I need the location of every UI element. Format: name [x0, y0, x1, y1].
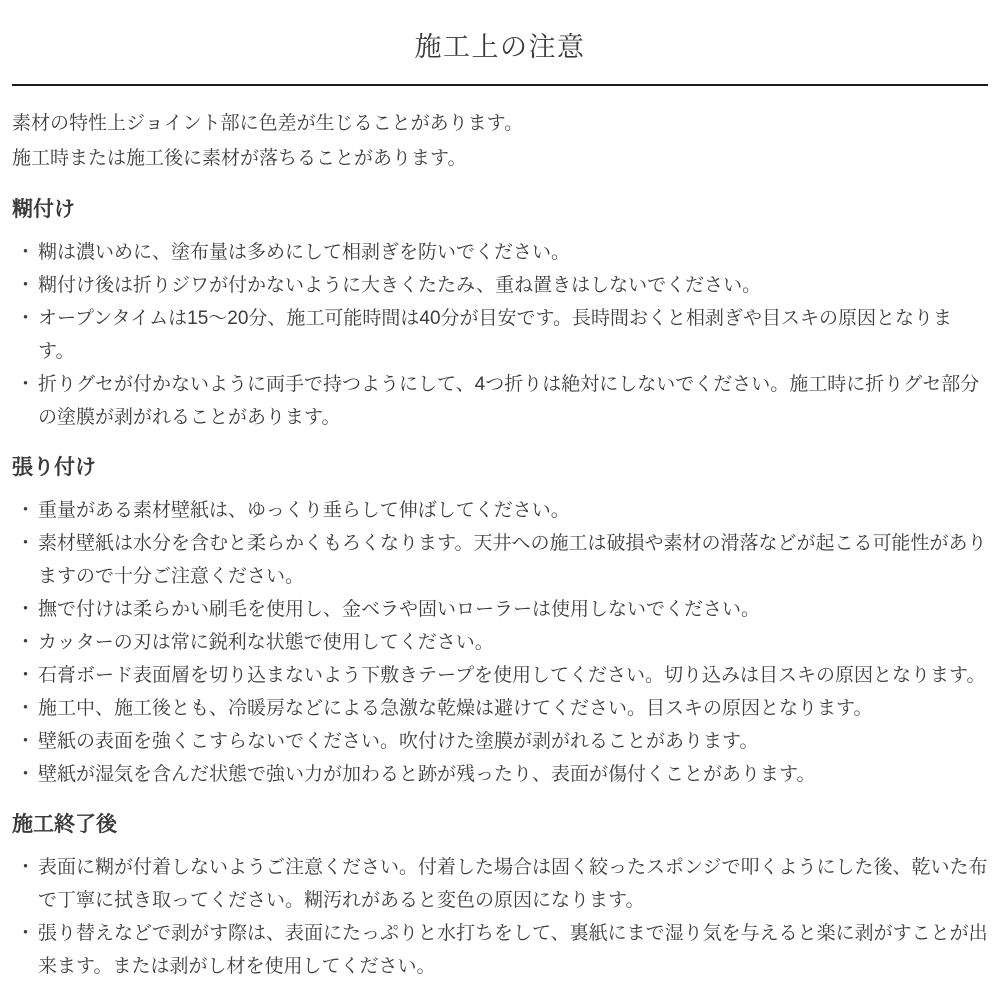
list-item-text: 糊は濃いめに、塗布量は多めにして相剥ぎを防いでください。 [38, 242, 571, 263]
list-item [12, 368, 988, 434]
list-item [12, 302, 988, 368]
page-title: 施工上の注意 [414, 32, 586, 62]
list-item-text: 壁紙が湿気を含んだ状態で強い力が加わると跡が残ったり、表面が傷付くことがあります。 [38, 764, 816, 785]
list-item [12, 692, 988, 725]
list-item-text: 素材壁紙は水分を含むと柔らかくもろくなります。天井への施工は破損や素材の滑落などが起こる可能性がありますので十分ご注意ください。 [38, 533, 987, 587]
list-item-text: 壁紙の表面を強くこすらないでください。吹付けた塗膜が剥がれることがあります。 [38, 731, 759, 752]
bullet-marker: ・ [16, 500, 36, 521]
list-item-text: 糊付け後は折りジワが付かないように大きくたたみ、重ね置きはしないでください。 [38, 275, 762, 296]
section-list-applying [12, 494, 988, 791]
list-item [12, 236, 988, 269]
section-heading-applying: 張り付け [12, 456, 96, 479]
list-item [12, 626, 988, 659]
list-item [12, 758, 988, 791]
bullet-marker: ・ [16, 698, 36, 719]
title-divider [12, 84, 988, 86]
section-heading-gluing: 糊付け [12, 198, 75, 221]
bullet-marker: ・ [16, 857, 36, 878]
list-item-text: カッターの刃は常に鋭利な状態で使用してください。 [38, 632, 494, 653]
bullet-marker: ・ [16, 923, 36, 944]
list-item [12, 593, 988, 626]
list-item [12, 494, 988, 527]
list-item [12, 527, 988, 593]
list-item [12, 851, 988, 917]
bullet-marker: ・ [16, 731, 36, 752]
bullet-marker: ・ [16, 632, 36, 653]
bullet-marker: ・ [16, 533, 36, 554]
section-list-gluing [12, 236, 988, 434]
list-item-text: オープンタイムは15〜20分、施工可能時間は40分が目安です。長時間おくと相剥ぎや目スキの原因となります。 [38, 308, 953, 362]
bullet-marker: ・ [16, 308, 36, 329]
bullet-marker: ・ [16, 599, 36, 620]
intro-paragraph [12, 106, 988, 176]
section-list-after-completion [12, 851, 988, 983]
list-item [12, 269, 988, 302]
bullet-marker: ・ [16, 374, 36, 395]
intro-line: 素材の特性上ジョイント部に色差が生じることがあります。 [12, 113, 524, 134]
list-item-text: 折りグセが付かないように両手で持つようにして、4つ折りは絶対にしないでください。施工時に折りグセ部分の塗膜が剥がれることがあります。 [38, 374, 980, 428]
bullet-marker: ・ [16, 764, 36, 785]
list-item [12, 659, 988, 692]
list-item-text: 撫で付けは柔らかい刷毛を使用し、金ベラや固いローラーは使用しないでください。 [38, 599, 761, 620]
intro-line: 施工時または施工後に素材が落ちることがあります。 [12, 148, 467, 169]
list-item-text: 石膏ボード表面層を切り込まないよう下敷きテープを使用してください。切り込みは目スキの原因となります。 [38, 665, 986, 686]
bullet-marker: ・ [16, 275, 36, 296]
list-item-text: 重量がある素材壁紙は、ゆっくり垂らして伸ばしてください。 [38, 500, 570, 521]
list-item [12, 725, 988, 758]
bullet-marker: ・ [16, 242, 36, 263]
bullet-marker: ・ [16, 665, 36, 686]
section-heading-after-completion: 施工終了後 [12, 813, 117, 836]
list-item-text: 張り替えなどで剥がす際は、表面にたっぷりと水打ちをして、裏紙にまで湿り気を与えると楽に剥がすことが出来ます。または剥がし材を使用してください。 [38, 923, 988, 977]
list-item [12, 917, 988, 983]
list-item-text: 施工中、施工後とも、冷暖房などによる急激な乾燥は避けてください。目スキの原因となります。 [38, 698, 873, 719]
list-item-text: 表面に糊が付着しないようご注意ください。付着した場合は固く絞ったスポンジで叩くようにした後、乾いた布で丁寧に拭き取ってください。糊汚れがあると変色の原因になります。 [38, 857, 988, 911]
